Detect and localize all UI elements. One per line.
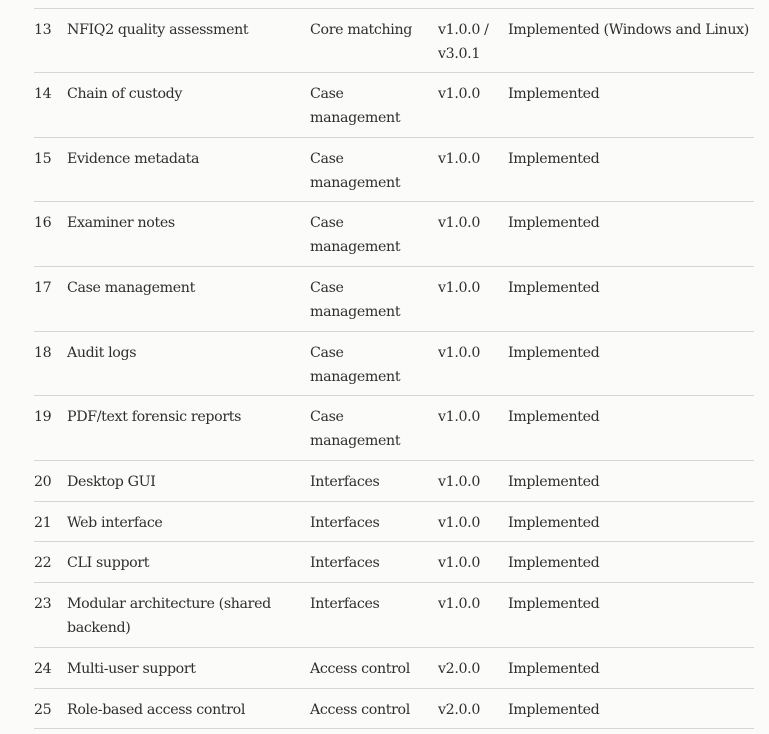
table-row [34, 73, 754, 138]
feature-name: Modular architecture (shared backend) [67, 596, 271, 636]
feature-category: Access control [310, 702, 410, 718]
table-row [34, 202, 754, 267]
table-row [34, 267, 754, 332]
feature-name: PDF/text forensic reports [67, 409, 242, 425]
feature-category: Case management [310, 86, 401, 126]
feature-name: Examiner notes [67, 215, 175, 231]
feature-status: Implemented [508, 86, 600, 102]
table-row [34, 9, 754, 73]
feature-name: Audit logs [67, 345, 137, 361]
feature-name: Chain of custody [67, 86, 183, 102]
feature-status: Implemented [508, 409, 600, 425]
feature-status: Implemented [508, 555, 600, 571]
feature-category: Case management [310, 409, 401, 449]
feature-name: Evidence metadata [67, 151, 200, 167]
feature-version: v1.0.0 [438, 515, 481, 531]
feature-status: Implemented [508, 151, 600, 167]
feature-version: v1.0.0 [438, 86, 481, 102]
feature-version: v1.0.0 [438, 151, 481, 167]
feature-status: Implemented (Windows and Linux) [508, 22, 749, 38]
feature-version: v1.0.0 [438, 555, 481, 571]
row-number: 24 [34, 661, 52, 677]
feature-category: Case management [310, 280, 401, 320]
feature-category: Case management [310, 215, 401, 255]
feature-category: Interfaces [310, 555, 380, 571]
feature-status: Implemented [508, 661, 600, 677]
feature-version: v2.0.0 [438, 702, 481, 718]
feature-category: Case management [310, 345, 401, 385]
feature-version: v1.0.0 [438, 474, 481, 490]
feature-name: NFIQ2 quality assessment [67, 22, 249, 38]
feature-category: Case management [310, 151, 401, 191]
table-row [34, 138, 754, 202]
row-number: 23 [34, 596, 52, 612]
table-row [34, 461, 754, 502]
table-row [34, 502, 754, 542]
feature-name: Desktop GUI [67, 474, 156, 490]
feature-name: CLI support [67, 555, 150, 571]
feature-name: Case management [67, 280, 195, 296]
feature-name: Multi-user support [67, 661, 196, 677]
row-number: 18 [34, 345, 52, 361]
feature-version: v1.0.0 [438, 596, 481, 612]
feature-version: v1.0.0 [438, 280, 481, 296]
table-row [34, 689, 754, 729]
feature-status: Implemented [508, 474, 600, 490]
table-row [34, 332, 754, 396]
feature-version: v1.0.0 / v3.0.1 [438, 22, 489, 62]
feature-name: Web interface [67, 515, 163, 531]
row-number: 20 [34, 474, 52, 490]
table-row [34, 583, 754, 648]
feature-status: Implemented [508, 280, 600, 296]
feature-category: Interfaces [310, 596, 380, 612]
feature-version: v1.0.0 [438, 215, 481, 231]
row-number: 16 [34, 215, 52, 231]
row-number: 14 [34, 86, 52, 102]
feature-version: v2.0.0 [438, 661, 481, 677]
row-number: 25 [34, 702, 52, 718]
feature-status: Implemented [508, 515, 600, 531]
row-number: 21 [34, 515, 52, 531]
table-row [34, 542, 754, 583]
row-number: 22 [34, 555, 52, 571]
table-row [34, 396, 754, 461]
feature-name: Role-based access control [67, 702, 246, 718]
table-row [34, 648, 754, 689]
feature-category: Interfaces [310, 515, 380, 531]
row-number: 19 [34, 409, 52, 425]
feature-status: Implemented [508, 702, 600, 718]
feature-version: v1.0.0 [438, 345, 481, 361]
row-number: 17 [34, 280, 52, 296]
feature-table [34, 8, 754, 729]
row-number: 13 [34, 22, 52, 38]
feature-version: v1.0.0 [438, 409, 481, 425]
feature-status: Implemented [508, 596, 600, 612]
feature-status: Implemented [508, 345, 600, 361]
feature-status: Implemented [508, 215, 600, 231]
feature-category: Access control [310, 661, 410, 677]
feature-category: Core matching [310, 22, 412, 38]
feature-category: Interfaces [310, 474, 380, 490]
row-number: 15 [34, 151, 52, 167]
